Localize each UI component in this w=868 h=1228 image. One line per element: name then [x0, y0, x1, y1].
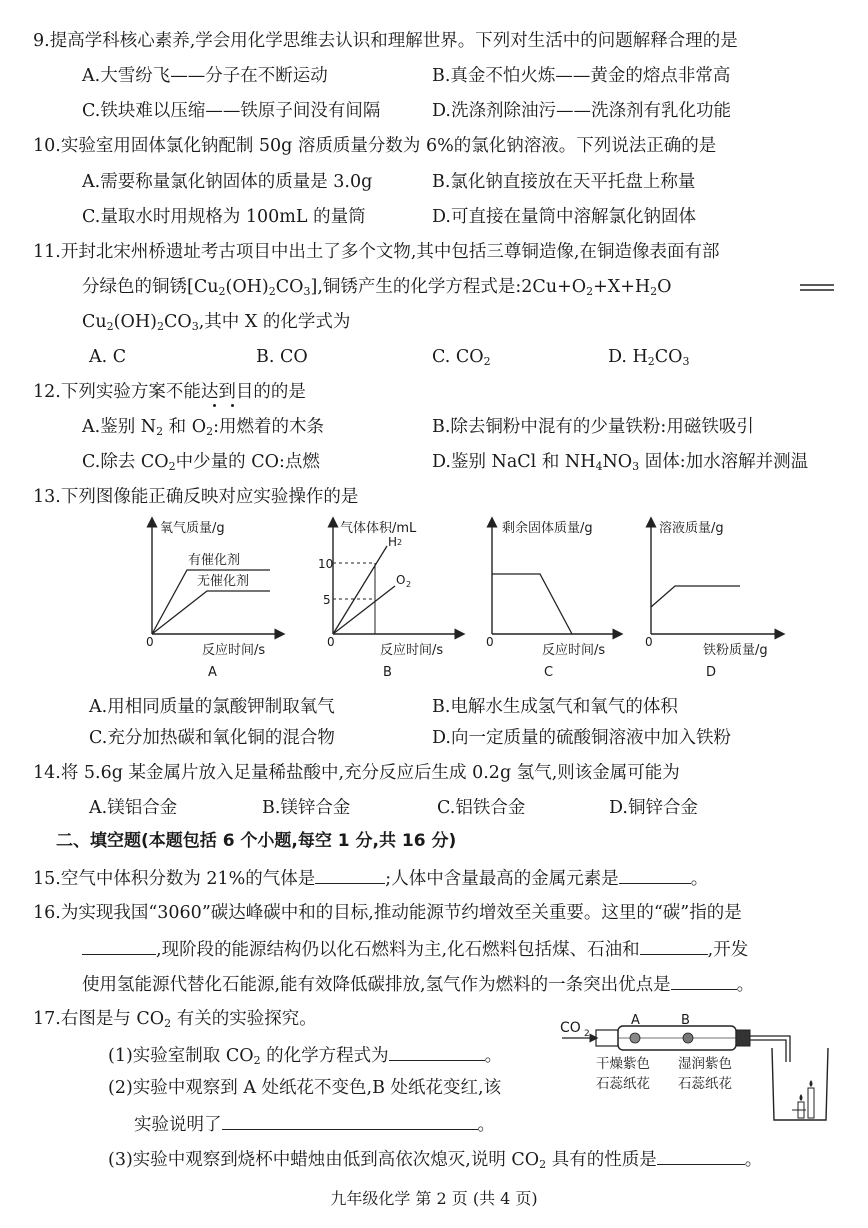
subscript: 3 — [632, 460, 640, 473]
q12-option-b: B.除去铜粉中混有的少量铁粉:用磁铁吸引 — [432, 417, 754, 437]
q12-option-c — [82, 451, 320, 473]
q15-text: 。 — [690, 869, 709, 889]
q12-text: NO — [602, 452, 633, 472]
subscript: 2 — [268, 285, 276, 298]
q17-part1 — [108, 1043, 502, 1067]
double-equals-sign — [800, 282, 836, 294]
subscript: 2 — [539, 1158, 547, 1171]
q11-text: CO — [275, 277, 304, 297]
q15-text: ;人体中含量最高的金属元素是 — [385, 869, 619, 889]
subscript: 3 — [682, 355, 690, 368]
q13-stem: 13.下列图像能正确反映对应实验操作的是 — [33, 487, 359, 507]
graph-d-tag: D — [706, 665, 717, 680]
q12-text: C.除去 CO — [82, 452, 169, 472]
q10-stem: 10.实验室用固体氯化钠配制 50g 溶质质量分数为 6%的氯化钠溶液。下列说法正确的是 — [33, 136, 717, 156]
flower-b-desc-line2: 石蕊纸花 — [678, 1076, 732, 1092]
graph-d-ylabel: 溶液质量/g — [659, 521, 724, 536]
q13-graphs — [140, 512, 790, 684]
q10-option-b: B.氯化钠直接放在天平托盘上称量 — [432, 172, 696, 192]
q12-text: 中少量的 CO:点燃 — [175, 452, 320, 472]
flower-a-desc-line2: 石蕊纸花 — [596, 1076, 650, 1092]
subscript: 2 — [584, 1029, 590, 1039]
q16-text: 使用氢能源代替化石能源,能有效降低碳排放,氢气作为燃料的一条突出优点是 — [82, 975, 671, 995]
q9-option-a: A.大雪纷飞——分子在不断运动 — [82, 66, 328, 86]
graph-a — [146, 521, 280, 680]
q17-text: 17.右图是与 CO — [33, 1009, 165, 1029]
q11-text: D. H — [608, 347, 648, 367]
q10-option-c: C.量取水时用规格为 100mL 的量筒 — [82, 207, 366, 227]
q12-text: 和 O — [163, 417, 207, 437]
q11-line2 — [82, 276, 672, 298]
q14-option-b: B.镁锌合金 — [262, 798, 351, 818]
graph-b-h2-label: H — [388, 535, 398, 549]
q11-text: 分绿色的铜锈[Cu — [82, 277, 219, 297]
q16-text: ,现阶段的能源结构仍以化石燃料为主,化石燃料包括煤、石油和 — [156, 940, 640, 960]
q11-text: CO — [163, 312, 192, 332]
answer-blank[interactable] — [657, 1147, 745, 1165]
q11-line1: 11.开封北宋州桥遗址考古项目中出土了多个文物,其中包括三尊铜造像,在铜造像表面有部 — [33, 242, 720, 262]
q16-line3 — [82, 972, 754, 996]
flower-b-desc-line1: 湿润紫色 — [678, 1056, 732, 1072]
page-footer: 九年级化学 第 2 页 (共 4 页) — [330, 1189, 538, 1208]
graph-b-tick10: 10 — [318, 557, 334, 571]
subscript: 4 — [595, 460, 603, 473]
q11-text: +X+H — [593, 277, 651, 297]
graph-c — [486, 520, 618, 680]
q17-apparatus-figure — [560, 1010, 840, 1130]
subscript: 2 — [164, 1017, 172, 1030]
answer-blank[interactable] — [389, 1043, 485, 1061]
q12-text: D.鉴别 NaCl 和 NH — [432, 452, 596, 472]
emphasis-dot — [231, 404, 234, 407]
q11-text: ,其中 X 的化学式为 — [198, 312, 351, 332]
q17-text: 。 — [744, 1150, 763, 1170]
q12-stem — [33, 381, 306, 403]
subscript: 2 — [218, 285, 226, 298]
q17-text: 有关的实验探究。 — [171, 1009, 317, 1029]
q16-text: 。 — [736, 975, 755, 995]
graph-c-tag: C — [544, 665, 554, 680]
subscript: 3 — [303, 285, 311, 298]
q17-part3 — [108, 1147, 762, 1171]
graph-b-tick5: 5 — [323, 593, 331, 607]
q17-text: 实验说明了 — [134, 1115, 222, 1135]
graph-c-xlabel: 反应时间/s — [542, 643, 606, 658]
flower-a-label: A — [631, 1013, 640, 1028]
graph-d-origin: 0 — [645, 635, 653, 649]
q17-part2-line1: (2)实验中观察到 A 处纸花不变色,B 处纸花变红,该 — [108, 1078, 502, 1098]
subscript: 2 — [406, 580, 412, 589]
emphasis-dot — [213, 404, 216, 407]
q12-text: 固体:加水溶解并测温 — [639, 452, 809, 472]
graph-d-xlabel: 铁粉质量/g — [703, 643, 768, 658]
q17-part2-line2 — [134, 1112, 495, 1136]
q12-text: A.鉴别 N — [82, 417, 157, 437]
q11-text: Cu — [82, 312, 107, 332]
q14-option-c: C.铝铁合金 — [437, 798, 526, 818]
q16-line1: 16.为实现我国“3060”碳达峰碳中和的目标,推动能源节约增效至关重要。这里的“碳”指的是 — [33, 903, 742, 923]
subscript: 2 — [106, 320, 114, 333]
q11-text: (OH) — [225, 277, 269, 297]
q10-option-a: A.需要称量氯化钠固体的质量是 3.0g — [82, 172, 373, 192]
graph-b-tag: B — [383, 665, 392, 680]
graph-d — [645, 520, 780, 680]
q11-text: (OH) — [113, 312, 157, 332]
q12-option-d — [432, 451, 808, 473]
q11-text: C. CO — [432, 347, 484, 367]
graph-b-ylabel: 气体体积/mL — [340, 521, 417, 536]
answer-blank[interactable] — [640, 937, 708, 955]
subscript: 2 — [650, 285, 658, 298]
q12-text: :用燃着的木条 — [213, 417, 324, 437]
graph-c-origin: 0 — [486, 635, 494, 649]
graph-b-o2-label: O — [396, 573, 406, 587]
q17-text: (3)实验中观察到烧杯中蜡烛由低到高依次熄灭,说明 CO — [108, 1150, 540, 1170]
q11-option-d — [608, 346, 690, 368]
q17-text: 具有的性质是 — [546, 1150, 657, 1170]
q14-stem: 14.将 5.6g 某金属片放入足量稀盐酸中,充分反应后生成 0.2g 氢气,则该金属可能为 — [33, 763, 680, 783]
subscript: 2 — [647, 355, 655, 368]
q11-option-a: A. C — [89, 347, 127, 367]
subscript: 2 — [156, 425, 164, 438]
q16-line2 — [82, 937, 748, 961]
q13-option-d: D.向一定质量的硫酸铜溶液中加入铁粉 — [432, 728, 731, 748]
graph-b — [318, 520, 460, 680]
subscript: 3 — [191, 320, 199, 333]
answer-blank[interactable] — [222, 1112, 478, 1130]
flower-a-desc-line1: 干燥紫色 — [596, 1056, 650, 1072]
subscript: 2 — [397, 538, 403, 547]
graph-a-ylabel: 氧气质量/g — [160, 521, 225, 536]
flower-b-label: B — [681, 1013, 690, 1028]
q14-option-d: D.铜锌合金 — [609, 798, 698, 818]
graph-a-line1-label: 有催化剂 — [188, 553, 241, 568]
q12-text: 12.下列实验方案 — [33, 382, 166, 402]
subscript: 2 — [206, 425, 214, 438]
q9-stem: 9.提高学科核心素养,学会用化学思维去认识和理解世界。下列对生活中的问题解释合理的是 — [33, 31, 738, 51]
q17-text: 的化学方程式为 — [260, 1046, 389, 1066]
q9-option-c: C.铁块难以压缩——铁原子间没有间隔 — [82, 101, 381, 121]
emphasis-not — [166, 382, 201, 402]
q13-option-b: B.电解水生成氢气和氧气的体积 — [432, 697, 678, 717]
q9-option-b: B.真金不怕火炼——黄金的熔点非常高 — [432, 66, 731, 86]
q13-option-a: A.用相同质量的氯酸钾制取氧气 — [89, 697, 335, 717]
q15-text: 15.空气中体积分数为 21%的气体是 — [33, 869, 316, 889]
answer-blank[interactable] — [619, 866, 691, 884]
q16-text: ,开发 — [707, 940, 749, 960]
q9-option-d: D.洗涤剂除油污——洗涤剂有乳化功能 — [432, 101, 731, 121]
graph-b-origin: 0 — [327, 635, 335, 649]
paper-flower-a — [630, 1033, 640, 1043]
q12-text: 达到目的的是 — [200, 382, 306, 402]
answer-blank[interactable] — [315, 866, 385, 884]
q10-option-d: D.可直接在量筒中溶解氯化钠固体 — [432, 207, 696, 227]
subscript: 2 — [586, 285, 594, 298]
q11-option-c — [432, 346, 491, 368]
q13-option-c: C.充分加热碳和氧化铜的混合物 — [89, 728, 335, 748]
q14-option-a: A.镁铝合金 — [89, 798, 178, 818]
graph-a-line2-label: 无催化剂 — [197, 574, 250, 589]
q11-option-b: B. CO — [256, 347, 308, 367]
q17-text: (1)实验室制取 CO — [108, 1046, 254, 1066]
graph-b-xlabel: 反应时间/s — [380, 643, 444, 658]
q11-text: ],铜锈产生的化学方程式是:2Cu+O — [310, 277, 587, 297]
q11-line3 — [82, 311, 350, 333]
answer-blank[interactable] — [671, 972, 737, 990]
subscript: 2 — [156, 320, 164, 333]
q17-stem — [33, 1008, 317, 1030]
q17-text: 。 — [477, 1115, 495, 1135]
section-heading: 二、填空题(本题包括 6 个小题,每空 1 分,共 16 分) — [56, 831, 457, 851]
graph-a-origin: 0 — [146, 635, 154, 649]
q12-option-a — [82, 416, 324, 438]
subscript: 2 — [483, 355, 491, 368]
q17-text: 。 — [484, 1046, 503, 1066]
graph-a-xlabel: 反应时间/s — [202, 643, 266, 658]
graph-a-tag: A — [208, 665, 217, 680]
co2-inlet-label: CO — [560, 1020, 581, 1036]
q15 — [33, 866, 708, 890]
paper-flower-b — [683, 1033, 693, 1043]
subscript: 2 — [168, 460, 176, 473]
answer-blank[interactable] — [82, 937, 156, 955]
emphasis-text: 不能 — [165, 382, 201, 402]
q11-text: CO — [654, 347, 683, 367]
subscript: 2 — [253, 1054, 261, 1067]
q11-text: O — [657, 277, 672, 297]
graph-c-ylabel: 剩余固体质量/g — [502, 521, 593, 536]
